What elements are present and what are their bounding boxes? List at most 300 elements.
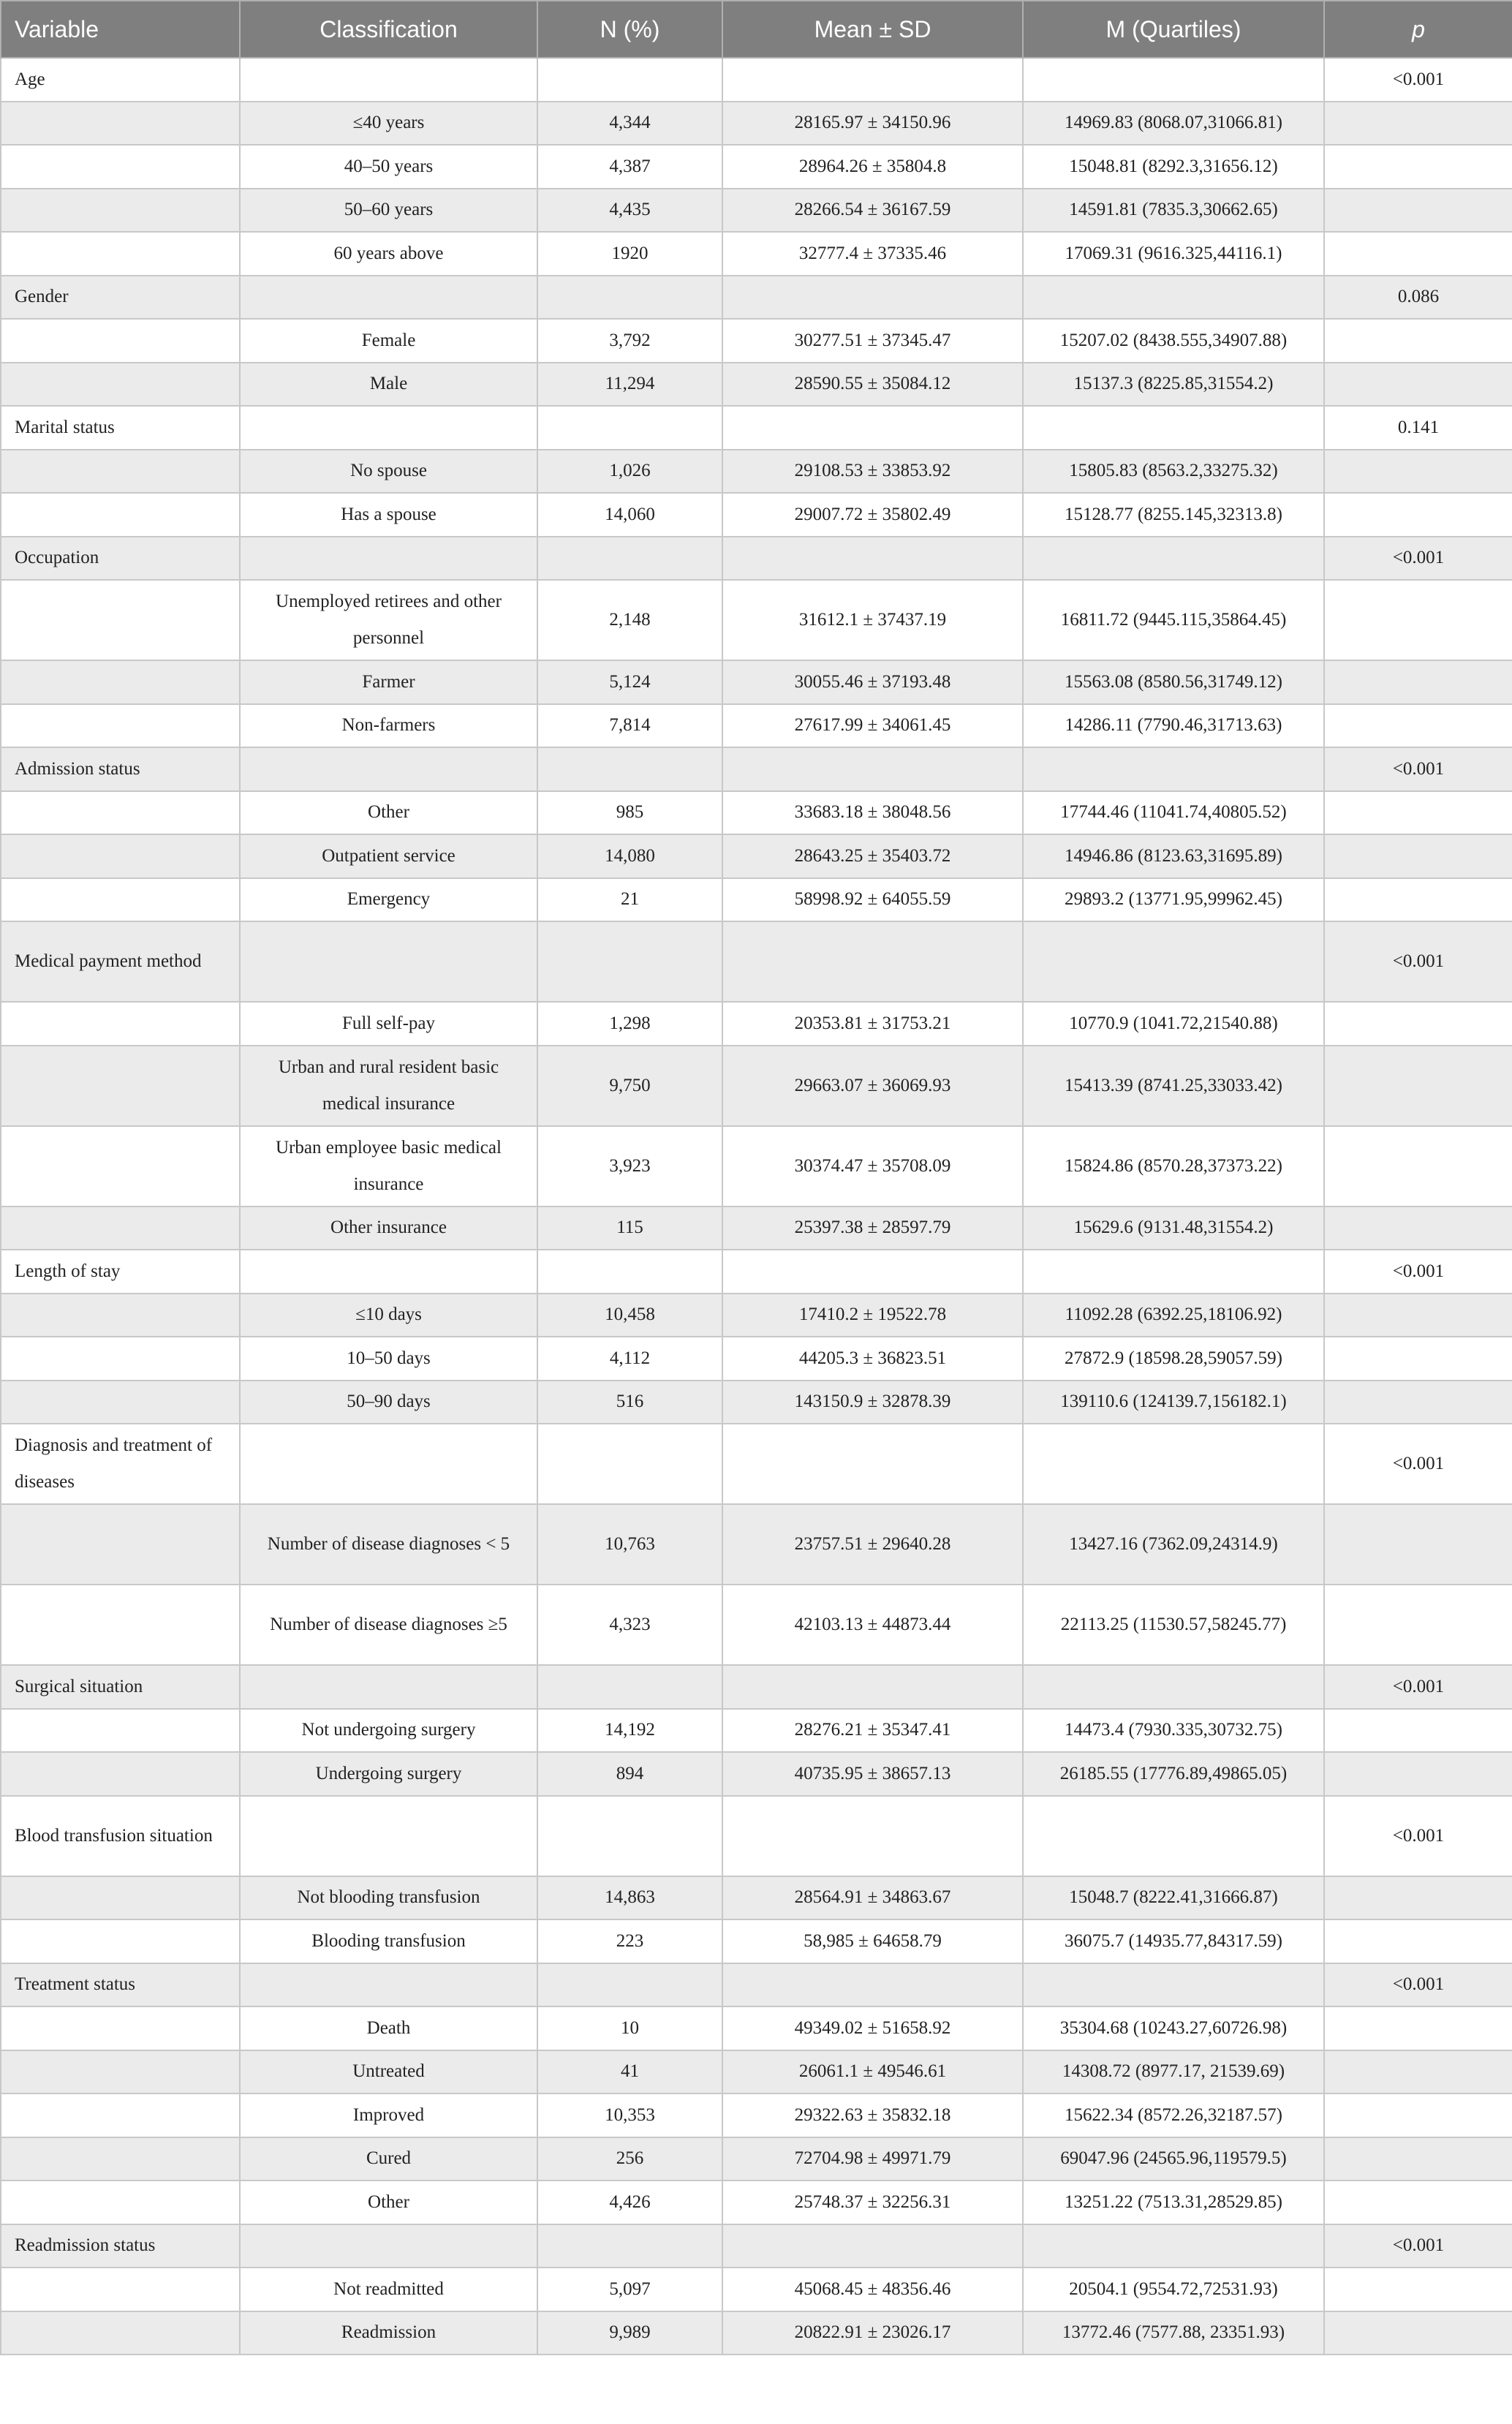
table-row xyxy=(1,2050,1512,2094)
cell-n: 4,387 xyxy=(537,145,722,189)
cell-mean-sd: 30055.46 ± 37193.48 xyxy=(722,660,1023,704)
cell-variable xyxy=(1,2050,240,2094)
cell-n: 516 xyxy=(537,1381,722,1424)
cell-variable xyxy=(1,2006,240,2050)
cell-p xyxy=(1324,1207,1512,1250)
cell-p: <0.001 xyxy=(1324,1424,1512,1504)
cell-mean-sd: 20822.91 ± 23026.17 xyxy=(722,2311,1023,2355)
cell-mean-sd: 30374.47 ± 35708.09 xyxy=(722,1126,1023,1207)
table-row xyxy=(1,1002,1512,1046)
cell-median: 20504.1 (9554.72,72531.93) xyxy=(1023,2268,1324,2311)
cell-variable xyxy=(1,704,240,748)
cell-n: 1,298 xyxy=(537,1002,722,1046)
cell-mean-sd: 58,985 ± 64658.79 xyxy=(722,1919,1023,1963)
cell-mean-sd: 17410.2 ± 19522.78 xyxy=(722,1294,1023,1337)
cell-mean-sd: 33683.18 ± 38048.56 xyxy=(722,791,1023,835)
cell-classification xyxy=(240,406,537,450)
cell-n: 4,435 xyxy=(537,189,722,233)
table-row xyxy=(1,1207,1512,1250)
header-median: M (Quartiles) xyxy=(1023,1,1324,58)
cell-median: 29893.2 (13771.95,99962.45) xyxy=(1023,878,1324,922)
cell-mean-sd xyxy=(722,1796,1023,1876)
cell-n: 14,080 xyxy=(537,834,722,878)
table-row xyxy=(1,747,1512,791)
cell-median: 27872.9 (18598.28,59057.59) xyxy=(1023,1337,1324,1381)
table-row xyxy=(1,580,1512,660)
cell-classification xyxy=(240,1250,537,1294)
table-row xyxy=(1,834,1512,878)
cell-mean-sd: 26061.1 ± 49546.61 xyxy=(722,2050,1023,2094)
cell-n: 985 xyxy=(537,791,722,835)
cell-variable xyxy=(1,1207,240,1250)
cell-n: 894 xyxy=(537,1752,722,1796)
header-p xyxy=(1324,1,1512,58)
cell-mean-sd: 28964.26 ± 35804.8 xyxy=(722,145,1023,189)
cell-variable xyxy=(1,1585,240,1665)
cell-n xyxy=(537,1424,722,1504)
cell-mean-sd xyxy=(722,921,1023,1002)
cell-p xyxy=(1324,1337,1512,1381)
cell-n: 10,763 xyxy=(537,1504,722,1585)
cell-p xyxy=(1324,2006,1512,2050)
cell-p xyxy=(1324,2181,1512,2224)
cell-median: 36075.7 (14935.77,84317.59) xyxy=(1023,1919,1324,1963)
cell-median: 15622.34 (8572.26,32187.57) xyxy=(1023,2093,1324,2137)
table-row xyxy=(1,2268,1512,2311)
cell-mean-sd: 29322.63 ± 35832.18 xyxy=(722,2093,1023,2137)
cell-mean-sd: 58998.92 ± 64055.59 xyxy=(722,878,1023,922)
cell-mean-sd: 31612.1 ± 37437.19 xyxy=(722,580,1023,660)
cell-p xyxy=(1324,834,1512,878)
cell-variable xyxy=(1,1002,240,1046)
cell-n: 4,344 xyxy=(537,102,722,146)
cell-n xyxy=(537,1665,722,1709)
cell-variable xyxy=(1,834,240,878)
cell-median xyxy=(1023,1665,1324,1709)
table-row xyxy=(1,406,1512,450)
cell-n: 9,750 xyxy=(537,1046,722,1126)
cell-variable xyxy=(1,2093,240,2137)
cell-mean-sd: 32777.4 ± 37335.46 xyxy=(722,232,1023,276)
cell-mean-sd: 29007.72 ± 35802.49 xyxy=(722,493,1023,537)
cell-variable xyxy=(1,189,240,233)
table-row xyxy=(1,1294,1512,1337)
cell-variable: Marital status xyxy=(1,406,240,450)
cell-p xyxy=(1324,319,1512,363)
cell-n: 3,792 xyxy=(537,319,722,363)
cell-median: 15805.83 (8563.2,33275.32) xyxy=(1023,450,1324,494)
cell-classification: Number of disease diagnoses ≥5 xyxy=(240,1585,537,1665)
cell-classification xyxy=(240,2224,537,2268)
table-row xyxy=(1,1709,1512,1753)
cell-n: 41 xyxy=(537,2050,722,2094)
cell-n: 4,112 xyxy=(537,1337,722,1381)
cell-median: 15824.86 (8570.28,37373.22) xyxy=(1023,1126,1324,1207)
cell-n: 115 xyxy=(537,1207,722,1250)
cell-p xyxy=(1324,1046,1512,1126)
cell-median: 15128.77 (8255.145,32313.8) xyxy=(1023,493,1324,537)
cell-mean-sd: 25748.37 ± 32256.31 xyxy=(722,2181,1023,2224)
cell-p xyxy=(1324,1919,1512,1963)
cell-p: 0.086 xyxy=(1324,276,1512,320)
cell-mean-sd: 28276.21 ± 35347.41 xyxy=(722,1709,1023,1753)
cell-median: 14473.4 (7930.335,30732.75) xyxy=(1023,1709,1324,1753)
cell-n: 10,353 xyxy=(537,2093,722,2137)
table-row xyxy=(1,232,1512,276)
cell-classification xyxy=(240,1796,537,1876)
cell-variable: Medical payment method xyxy=(1,921,240,1002)
table-header-row xyxy=(1,1,1512,58)
cell-variable: Age xyxy=(1,58,240,102)
cell-mean-sd: 29108.53 ± 33853.92 xyxy=(722,450,1023,494)
cell-mean-sd xyxy=(722,2224,1023,2268)
cell-median: 35304.68 (10243.27,60726.98) xyxy=(1023,2006,1324,2050)
cell-n xyxy=(537,1250,722,1294)
table-row xyxy=(1,1963,1512,2007)
cell-variable xyxy=(1,580,240,660)
cell-mean-sd: 28266.54 ± 36167.59 xyxy=(722,189,1023,233)
cell-n: 4,426 xyxy=(537,2181,722,2224)
cell-variable xyxy=(1,1919,240,1963)
cell-p xyxy=(1324,2093,1512,2137)
cell-classification xyxy=(240,1665,537,1709)
cell-mean-sd: 28165.97 ± 34150.96 xyxy=(722,102,1023,146)
cell-variable: Blood transfusion situation xyxy=(1,1796,240,1876)
cell-n xyxy=(537,276,722,320)
cell-p xyxy=(1324,1876,1512,1920)
cell-classification: Blooding transfusion xyxy=(240,1919,537,1963)
cell-variable: Readmission status xyxy=(1,2224,240,2268)
cell-p xyxy=(1324,189,1512,233)
cell-p xyxy=(1324,450,1512,494)
cell-p: <0.001 xyxy=(1324,1963,1512,2007)
cell-median xyxy=(1023,276,1324,320)
cell-n: 11,294 xyxy=(537,363,722,407)
cell-p xyxy=(1324,1002,1512,1046)
cell-n xyxy=(537,747,722,791)
cell-p xyxy=(1324,660,1512,704)
cell-p xyxy=(1324,493,1512,537)
cell-median: 69047.96 (24565.96,119579.5) xyxy=(1023,2137,1324,2181)
table-row xyxy=(1,1424,1512,1504)
cell-classification: ≤40 years xyxy=(240,102,537,146)
cell-mean-sd: 27617.99 ± 34061.45 xyxy=(722,704,1023,748)
cell-n: 10,458 xyxy=(537,1294,722,1337)
cell-n: 9,989 xyxy=(537,2311,722,2355)
cell-classification: Urban employee basic medical insurance xyxy=(240,1126,537,1207)
cell-p: <0.001 xyxy=(1324,747,1512,791)
cell-median xyxy=(1023,2224,1324,2268)
cell-p: 0.141 xyxy=(1324,406,1512,450)
cell-median: 15563.08 (8580.56,31749.12) xyxy=(1023,660,1324,704)
cell-n xyxy=(537,406,722,450)
cell-n xyxy=(537,537,722,581)
cell-p: <0.001 xyxy=(1324,1665,1512,1709)
table-row xyxy=(1,1585,1512,1665)
cell-mean-sd: 49349.02 ± 51658.92 xyxy=(722,2006,1023,2050)
header-variable: Variable xyxy=(1,1,240,58)
cell-classification: Not blooding transfusion xyxy=(240,1876,537,1920)
table-row xyxy=(1,1752,1512,1796)
cell-n xyxy=(537,58,722,102)
cell-mean-sd: 23757.51 ± 29640.28 xyxy=(722,1504,1023,1585)
cell-p: <0.001 xyxy=(1324,2224,1512,2268)
cell-classification xyxy=(240,1424,537,1504)
cell-median: 15629.6 (9131.48,31554.2) xyxy=(1023,1207,1324,1250)
cell-classification: Female xyxy=(240,319,537,363)
cell-median xyxy=(1023,406,1324,450)
table-row xyxy=(1,878,1512,922)
cell-classification: Has a spouse xyxy=(240,493,537,537)
cell-variable xyxy=(1,232,240,276)
cell-median: 11092.28 (6392.25,18106.92) xyxy=(1023,1294,1324,1337)
cell-n: 223 xyxy=(537,1919,722,1963)
cell-variable xyxy=(1,493,240,537)
cell-classification: Not readmitted xyxy=(240,2268,537,2311)
cell-median: 14308.72 (8977.17, 21539.69) xyxy=(1023,2050,1324,2094)
table-row xyxy=(1,2224,1512,2268)
cell-variable xyxy=(1,1381,240,1424)
cell-n: 3,923 xyxy=(537,1126,722,1207)
cell-median: 13251.22 (7513.31,28529.85) xyxy=(1023,2181,1324,2224)
cell-variable xyxy=(1,1046,240,1126)
cell-classification: Cured xyxy=(240,2137,537,2181)
cell-classification: Emergency xyxy=(240,878,537,922)
cell-median xyxy=(1023,58,1324,102)
table-row xyxy=(1,1250,1512,1294)
table-row xyxy=(1,1919,1512,1963)
cell-mean-sd: 25397.38 ± 28597.79 xyxy=(722,1207,1023,1250)
cell-mean-sd xyxy=(722,1250,1023,1294)
cell-p xyxy=(1324,2050,1512,2094)
table-row xyxy=(1,921,1512,1002)
cell-classification xyxy=(240,1963,537,2007)
cell-median xyxy=(1023,537,1324,581)
cell-variable xyxy=(1,2181,240,2224)
cell-classification: Non-farmers xyxy=(240,704,537,748)
cell-median: 26185.55 (17776.89,49865.05) xyxy=(1023,1752,1324,1796)
cell-variable xyxy=(1,145,240,189)
cell-p xyxy=(1324,2268,1512,2311)
cell-mean-sd xyxy=(722,747,1023,791)
table-row xyxy=(1,537,1512,581)
cell-median: 15048.7 (8222.41,31666.87) xyxy=(1023,1876,1324,1920)
cell-p xyxy=(1324,580,1512,660)
cell-mean-sd xyxy=(722,1963,1023,2007)
cell-variable xyxy=(1,2137,240,2181)
cell-classification: Other xyxy=(240,791,537,835)
cell-variable xyxy=(1,1126,240,1207)
cell-mean-sd: 42103.13 ± 44873.44 xyxy=(722,1585,1023,1665)
cell-n: 1,026 xyxy=(537,450,722,494)
cell-classification: ≤10 days xyxy=(240,1294,537,1337)
cell-variable xyxy=(1,1337,240,1381)
cell-n: 7,814 xyxy=(537,704,722,748)
table-row xyxy=(1,102,1512,146)
cell-n xyxy=(537,1796,722,1876)
table-row xyxy=(1,363,1512,407)
table-row xyxy=(1,1665,1512,1709)
cell-n: 14,060 xyxy=(537,493,722,537)
cell-classification xyxy=(240,276,537,320)
cell-classification: No spouse xyxy=(240,450,537,494)
cell-classification: 40–50 years xyxy=(240,145,537,189)
cell-classification: Unemployed retirees and other personnel xyxy=(240,580,537,660)
cell-classification xyxy=(240,537,537,581)
cell-mean-sd: 143150.9 ± 32878.39 xyxy=(722,1381,1023,1424)
cell-median: 17069.31 (9616.325,44116.1) xyxy=(1023,232,1324,276)
cell-mean-sd: 28590.55 ± 35084.12 xyxy=(722,363,1023,407)
cell-median: 15048.81 (8292.3,31656.12) xyxy=(1023,145,1324,189)
cell-n: 2,148 xyxy=(537,580,722,660)
cell-classification: Readmission xyxy=(240,2311,537,2355)
cell-classification: 60 years above xyxy=(240,232,537,276)
cell-classification: Other xyxy=(240,2181,537,2224)
cell-classification: Full self-pay xyxy=(240,1002,537,1046)
cell-median xyxy=(1023,1250,1324,1294)
cell-mean-sd: 29663.07 ± 36069.93 xyxy=(722,1046,1023,1126)
table-row xyxy=(1,791,1512,835)
cell-median: 13772.46 (7577.88, 23351.93) xyxy=(1023,2311,1324,2355)
cell-variable xyxy=(1,878,240,922)
cell-n: 14,863 xyxy=(537,1876,722,1920)
cell-classification: Other insurance xyxy=(240,1207,537,1250)
cell-classification: Not undergoing surgery xyxy=(240,1709,537,1753)
cell-median: 14591.81 (7835.3,30662.65) xyxy=(1023,189,1324,233)
cell-median: 17744.46 (11041.74,40805.52) xyxy=(1023,791,1324,835)
cell-n: 14,192 xyxy=(537,1709,722,1753)
cell-variable xyxy=(1,450,240,494)
cell-classification: Untreated xyxy=(240,2050,537,2094)
cell-variable xyxy=(1,102,240,146)
cell-median: 16811.72 (9445.115,35864.45) xyxy=(1023,580,1324,660)
cell-p xyxy=(1324,1381,1512,1424)
cell-classification xyxy=(240,58,537,102)
cell-variable xyxy=(1,2268,240,2311)
table-row xyxy=(1,276,1512,320)
cell-variable xyxy=(1,1752,240,1796)
cell-median xyxy=(1023,1963,1324,2007)
cell-p: <0.001 xyxy=(1324,1796,1512,1876)
cell-n: 5,097 xyxy=(537,2268,722,2311)
table-row xyxy=(1,2181,1512,2224)
cell-mean-sd: 30277.51 ± 37345.47 xyxy=(722,319,1023,363)
cell-p: <0.001 xyxy=(1324,1250,1512,1294)
cell-classification: 50–90 days xyxy=(240,1381,537,1424)
table-row xyxy=(1,450,1512,494)
cell-median: 22113.25 (11530.57,58245.77) xyxy=(1023,1585,1324,1665)
cell-mean-sd xyxy=(722,1424,1023,1504)
table-row xyxy=(1,1876,1512,1920)
cell-n: 21 xyxy=(537,878,722,922)
cell-mean-sd: 40735.95 ± 38657.13 xyxy=(722,1752,1023,1796)
cell-classification: Urban and rural resident basic medical insurance xyxy=(240,1046,537,1126)
cell-classification: 50–60 years xyxy=(240,189,537,233)
cell-mean-sd: 72704.98 ± 49971.79 xyxy=(722,2137,1023,2181)
cell-median: 13427.16 (7362.09,24314.9) xyxy=(1023,1504,1324,1585)
table-row xyxy=(1,189,1512,233)
cell-median xyxy=(1023,1796,1324,1876)
cell-n: 10 xyxy=(537,2006,722,2050)
cell-p xyxy=(1324,878,1512,922)
cell-variable: Length of stay xyxy=(1,1250,240,1294)
table-body xyxy=(1,58,1512,2355)
table-row xyxy=(1,1796,1512,1876)
cell-classification: Outpatient service xyxy=(240,834,537,878)
cell-variable: Gender xyxy=(1,276,240,320)
cell-n: 5,124 xyxy=(537,660,722,704)
cell-variable: Occupation xyxy=(1,537,240,581)
table-row xyxy=(1,2006,1512,2050)
cell-p xyxy=(1324,791,1512,835)
table-row xyxy=(1,319,1512,363)
cell-median: 14946.86 (8123.63,31695.89) xyxy=(1023,834,1324,878)
cell-classification: 10–50 days xyxy=(240,1337,537,1381)
header-n: N (%) xyxy=(537,1,722,58)
cell-mean-sd: 45068.45 ± 48356.46 xyxy=(722,2268,1023,2311)
cell-p xyxy=(1324,2311,1512,2355)
table-row xyxy=(1,660,1512,704)
cell-variable: Surgical situation xyxy=(1,1665,240,1709)
cell-median: 139110.6 (124139.7,156182.1) xyxy=(1023,1381,1324,1424)
table-row xyxy=(1,1381,1512,1424)
cell-n: 4,323 xyxy=(537,1585,722,1665)
cell-classification: Number of disease diagnoses < 5 xyxy=(240,1504,537,1585)
cell-n xyxy=(537,1963,722,2007)
cell-mean-sd: 44205.3 ± 36823.51 xyxy=(722,1337,1023,1381)
cell-variable xyxy=(1,319,240,363)
cell-classification xyxy=(240,921,537,1002)
cell-classification: Improved xyxy=(240,2093,537,2137)
table-row xyxy=(1,1046,1512,1126)
cell-p: <0.001 xyxy=(1324,921,1512,1002)
table-row xyxy=(1,1504,1512,1585)
cell-median xyxy=(1023,1424,1324,1504)
cell-p xyxy=(1324,232,1512,276)
cell-variable: Admission status xyxy=(1,747,240,791)
cell-median xyxy=(1023,747,1324,791)
cell-p: <0.001 xyxy=(1324,537,1512,581)
cell-mean-sd xyxy=(722,276,1023,320)
cell-mean-sd xyxy=(722,58,1023,102)
cell-classification: Death xyxy=(240,2006,537,2050)
cell-p xyxy=(1324,145,1512,189)
cell-p xyxy=(1324,363,1512,407)
cell-median: 10770.9 (1041.72,21540.88) xyxy=(1023,1002,1324,1046)
cell-p xyxy=(1324,1126,1512,1207)
cell-p xyxy=(1324,2137,1512,2181)
cell-variable xyxy=(1,2311,240,2355)
cell-variable: Diagnosis and treatment of diseases xyxy=(1,1424,240,1504)
cell-variable xyxy=(1,791,240,835)
cell-classification: Farmer xyxy=(240,660,537,704)
cell-n xyxy=(537,2224,722,2268)
table-row xyxy=(1,2311,1512,2355)
cell-mean-sd: 20353.81 ± 31753.21 xyxy=(722,1002,1023,1046)
cell-n: 1920 xyxy=(537,232,722,276)
cell-variable xyxy=(1,660,240,704)
cell-n xyxy=(537,921,722,1002)
cell-classification: Male xyxy=(240,363,537,407)
cell-variable: Treatment status xyxy=(1,1963,240,2007)
cell-variable xyxy=(1,1294,240,1337)
table-row xyxy=(1,1337,1512,1381)
cell-median: 14969.83 (8068.07,31066.81) xyxy=(1023,102,1324,146)
cell-classification xyxy=(240,747,537,791)
cell-p xyxy=(1324,1752,1512,1796)
cell-variable xyxy=(1,1504,240,1585)
table-row xyxy=(1,493,1512,537)
